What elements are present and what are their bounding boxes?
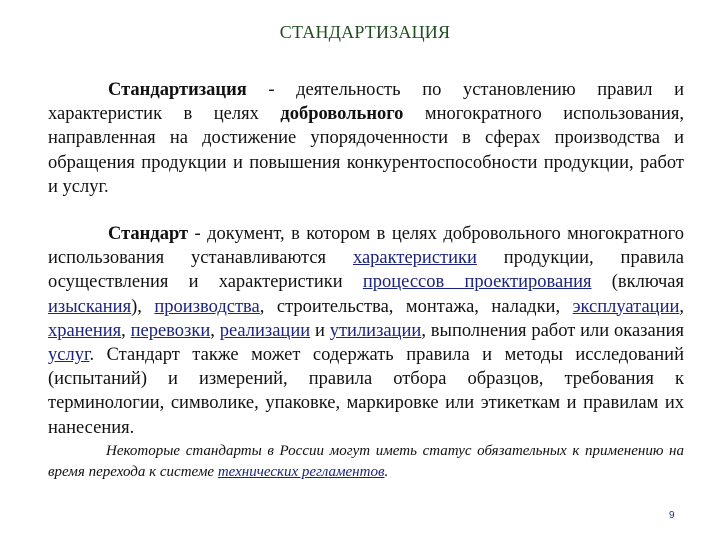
footnote-mandatory-status [48,441,684,483]
definition-standard [48,222,684,440]
text-segment: , [210,320,220,341]
link-sale[interactable]: реализации [219,320,311,341]
text-segment: . [384,464,389,480]
link-production[interactable]: производства [154,296,260,317]
text-segment: . Стандарт также может содержать правила и методы исследований (испытаний) и измерений, правила отбора образцов, требования к терминологии, символике, упаковке, маркировке или этикеткам и правилам их нанесения. [48,345,684,438]
text-segment: Некоторые стандарты в России могут иметь статус обязательных к применению на время перехода к системе [48,443,684,480]
text-segment: продукции, правила осуществления и характеристики [48,248,684,293]
link-disposal[interactable]: утилизации [329,320,422,341]
link-transportation[interactable]: перевозки [130,320,211,341]
text-segment: и [310,320,330,341]
link-characteristics[interactable]: характеристики [352,248,477,269]
text-segment: , [121,320,131,341]
definition-standardization [48,78,684,199]
page-title: СТАНДАРТИЗАЦИЯ [279,22,451,42]
link-storage[interactable]: хранения [48,320,122,341]
text-segment: , [679,296,684,317]
text-segment: ), [131,296,155,317]
text-segment: , строительства, монтажа, наладки, [259,296,573,317]
text-segment: - документ, в котором в целях добровольного многократного использования устанавливаются [48,224,684,269]
text-segment: (включая [591,272,684,293]
page-number: 9 [669,510,675,521]
emphasis-voluntary: добровольного [280,104,404,125]
text-segment: , выполнения работ или оказания [421,320,685,341]
text-segment: - деятельность по установлению правил и характеристик в целях [48,80,684,125]
link-operation[interactable]: эксплуатации [572,296,680,317]
link-technical-regulations[interactable]: технических регламентов [217,464,385,480]
text-segment: многократного использования, направленная на достижение упорядоченности в сферах производства и обращения продукции и повышения конкурентоспособности продукции, работ и услуг. [48,104,684,197]
term-standardization: Стандартизация [108,80,247,100]
link-design-processes[interactable]: процессов проектирования [362,272,592,293]
link-services[interactable]: услуг [48,345,90,366]
term-standard: Стандарт [108,224,189,244]
link-surveys[interactable]: изыскания [48,296,132,317]
